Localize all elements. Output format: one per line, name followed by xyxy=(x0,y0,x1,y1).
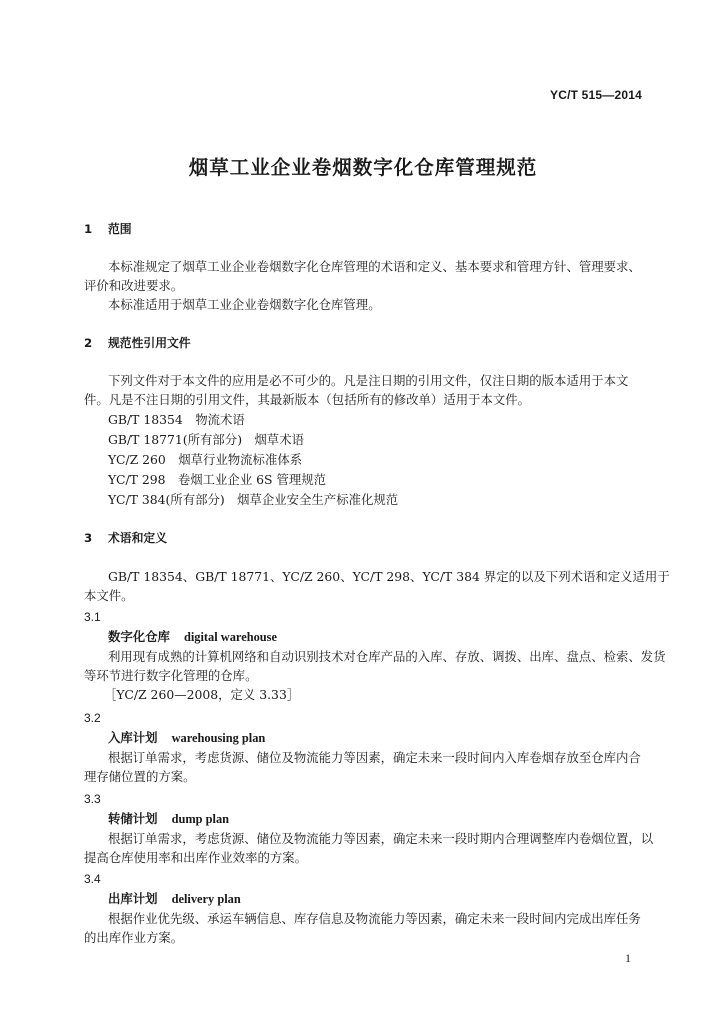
section-number: 2 xyxy=(84,336,93,350)
definition-line: 利用现有成熟的计算机网络和自动识别技术对仓库产品的入库、存放、调拨、出库、盘点、检索、发货 xyxy=(108,649,666,664)
document-title: 烟草工业企业卷烟数字化仓库管理规范 xyxy=(188,156,538,179)
definition-line: 根据订单需求，考虑货源、储位及物流能力等因素，确定未来一段时间内入库卷烟存放至仓库内合 xyxy=(108,750,641,765)
standard-code: YC/T 515—2014 xyxy=(550,88,642,102)
clause-number: 3.1 xyxy=(84,610,101,624)
term-chinese: 入库计划 xyxy=(108,730,158,745)
paragraph-line: 评价和改进要求。 xyxy=(84,278,184,293)
clause-number: 3.3 xyxy=(84,792,101,806)
term-heading xyxy=(108,810,229,828)
term-heading xyxy=(108,729,265,747)
term-chinese: 出库计划 xyxy=(108,891,158,906)
paragraph-line: GB/T 18354、GB/T 18771、YC/Z 260、YC/T 298、YC/T 384 界定的以及下列术语和定义适用于 xyxy=(108,569,670,584)
page-number: 1 xyxy=(625,951,631,965)
section-number: 3 xyxy=(84,531,93,545)
term-chinese: 转储计划 xyxy=(108,811,158,826)
paragraph-line: 下列文件对于本文件的应用是必不可少的。凡是注日期的引用文件，仅注日期的版本适用于本文 xyxy=(108,373,629,388)
section-title: 规范性引用文件 xyxy=(108,336,191,350)
definition-line: 根据订单需求，考虑货源、储位及物流能力等因素，确定未来一段时期内合理调整库内卷烟位置，以 xyxy=(108,831,654,846)
paragraph-line: 本标准规定了烟草工业企业卷烟数字化仓库管理的术语和定义、基本要求和管理方针、管理要求、 xyxy=(108,259,641,274)
section-number: 1 xyxy=(84,222,93,236)
definition-line: 根据作业优先级、承运车辆信息、库存信息及物流能力等因素，确定未来一段时间内完成出库任务 xyxy=(108,911,641,926)
reference-item: YC/T 384(所有部分) 烟草企业安全生产标准化规范 xyxy=(108,492,399,507)
term-chinese: 数字化仓库 xyxy=(108,629,170,644)
term-heading xyxy=(108,890,241,908)
clause-number: 3.2 xyxy=(84,711,101,725)
definition-line: 的出库作业方案。 xyxy=(84,930,184,945)
term-english: dump plan xyxy=(171,812,230,826)
paragraph-line: 本标准适用于烟草工业企业卷烟数字化仓库管理。 xyxy=(108,297,381,312)
section-title: 术语和定义 xyxy=(108,531,167,545)
reference-item: GB/T 18771(所有部分) 烟草术语 xyxy=(108,432,304,447)
section-3-heading xyxy=(84,529,167,547)
section-2-heading xyxy=(84,334,191,352)
definition-source: ［YC/Z 260—2008，定义 3.33］ xyxy=(104,687,300,702)
term-english: warehousing plan xyxy=(171,731,266,745)
clause-number: 3.4 xyxy=(84,872,101,886)
definition-line: 提高仓库使用率和出库作业效率的方案。 xyxy=(84,850,308,865)
reference-item: YC/Z 260 烟草行业物流标准体系 xyxy=(108,452,303,467)
section-1-heading xyxy=(84,220,132,238)
section-title: 范围 xyxy=(108,222,132,236)
reference-item: YC/T 298 卷烟工业企业 6S 管理规范 xyxy=(108,472,327,487)
definition-line: 等环节进行数字化管理的仓库。 xyxy=(84,668,258,683)
paragraph-line: 本文件。 xyxy=(84,588,134,603)
paragraph-line: 件。凡是不注日期的引用文件，其最新版本（包括所有的修改单）适用于本文件。 xyxy=(84,392,531,407)
reference-item: GB/T 18354 物流术语 xyxy=(108,412,245,427)
term-english: delivery plan xyxy=(171,892,241,906)
term-heading xyxy=(108,628,277,646)
term-english: digital warehouse xyxy=(183,630,278,644)
definition-line: 理存储位置的方案。 xyxy=(84,769,196,784)
